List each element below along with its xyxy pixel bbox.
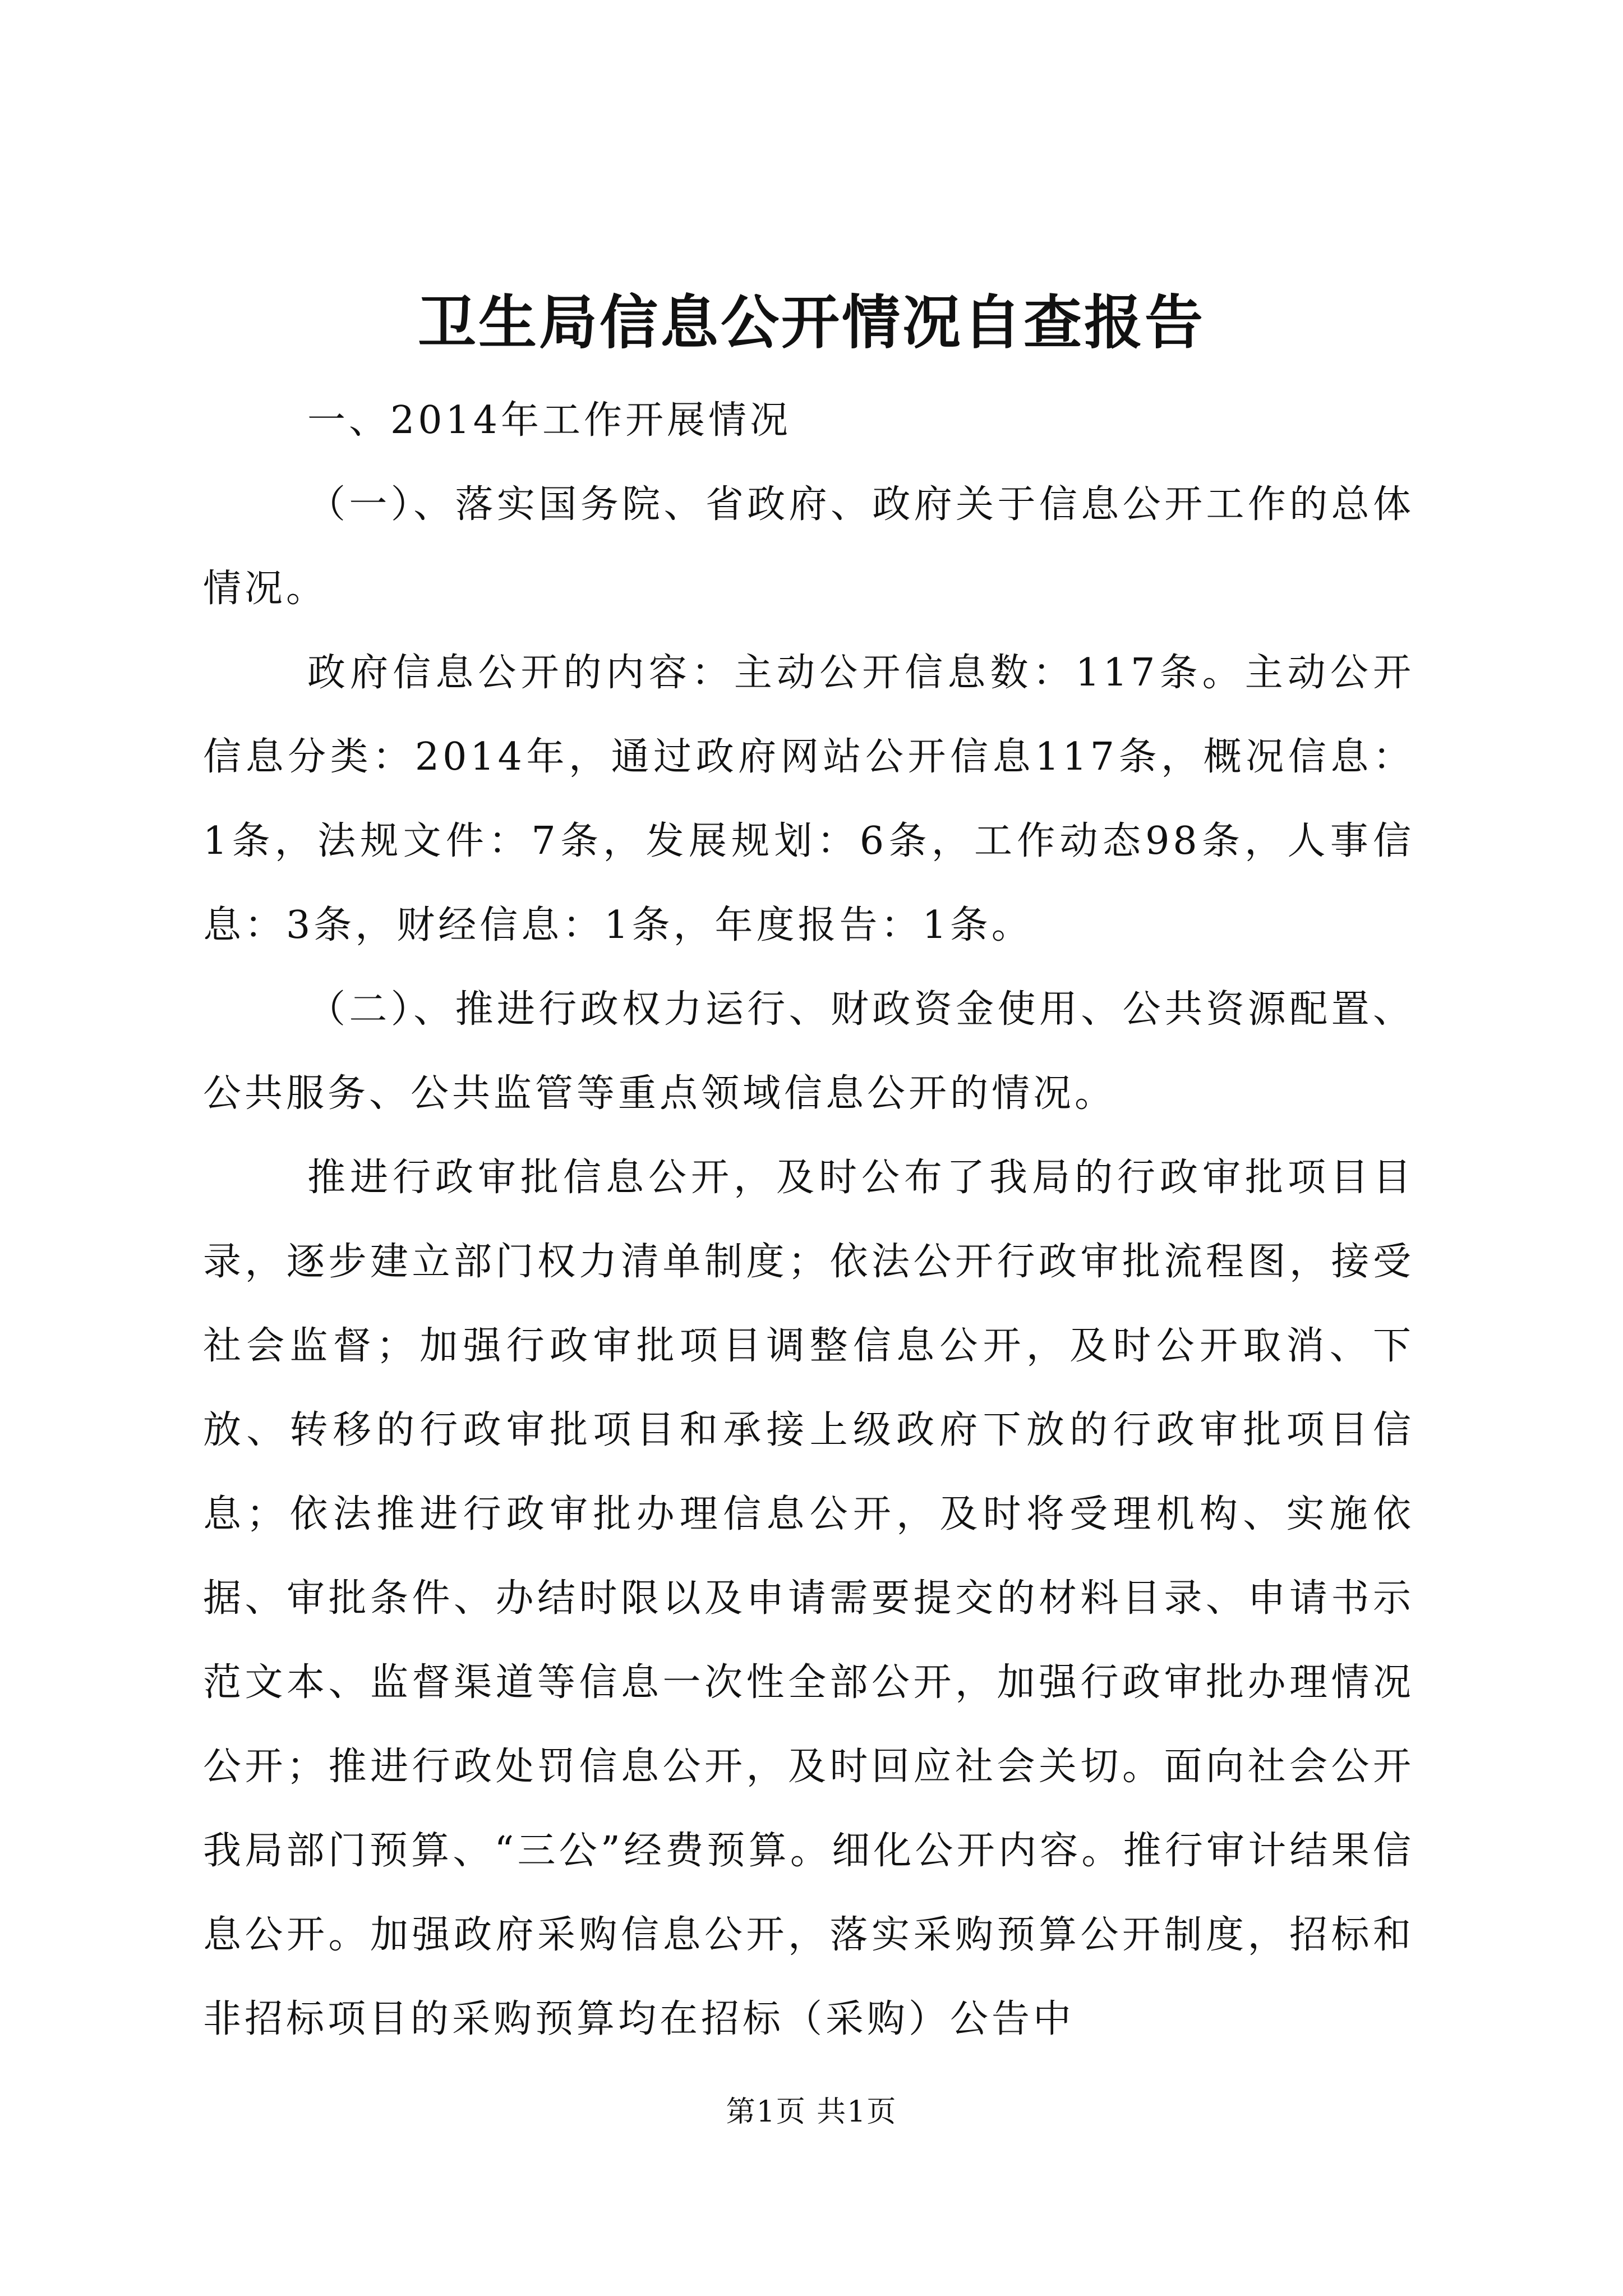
body-paragraph: 政府信息公开的内容：主动公开信息数：117条。主动公开信息分类：2014年，通过政府网站公开信息117条，概况信息：1条，法规文件：7条，发展规划：6条，工作动态98条，人事信息：3条，财经信息：1条，年度报告：1条。 — [203, 651, 1414, 947]
body-paragraph: 推进行政审批信息公开，及时公布了我局的行政审批项目目录，逐步建立部门权力清单制度；依法公开行政审批流程图，接受社会监督；加强行政审批项目调整信息公开，及时公开取消、下放、转移的行政审批项目和承接上级政府下放的行政审批项目信息；依法推进行政审批办理信息公开，及时将受理机构、实施依据、审批条件、办结时限以及申请需要提交的材料目录、申请书示范文本、监督渠道等信息一次性全部公开，加强行政审批办理情况公开；推进行政处罚信息公开，及时回应社会关切。面向社会公开我局部门预算、“三公”经费预算。细化公开内容。推行审计结果信息公开。加强政府采购信息公开，落实采购预算公开制度，招标和非招标项目的采购预算均在招标（采购）公告中 — [203, 1156, 1414, 2041]
document-body — [203, 379, 1414, 2062]
subsection-heading-1: （一）、落实国务院、省政府、政府关于信息公开工作的总体情况。 — [203, 482, 1414, 611]
subsection-heading-2: （二）、推进行政权力运行、财政资金使用、公共资源配置、公共服务、公共监管等重点领域信息公开的情况。 — [203, 987, 1414, 1116]
section-heading: 一、2014年工作开展情况 — [307, 398, 792, 443]
page-number-footer: 第1页 共1页 — [726, 2095, 897, 2129]
document-title: 卫生局信息公开情况自查报告 — [417, 288, 1205, 357]
